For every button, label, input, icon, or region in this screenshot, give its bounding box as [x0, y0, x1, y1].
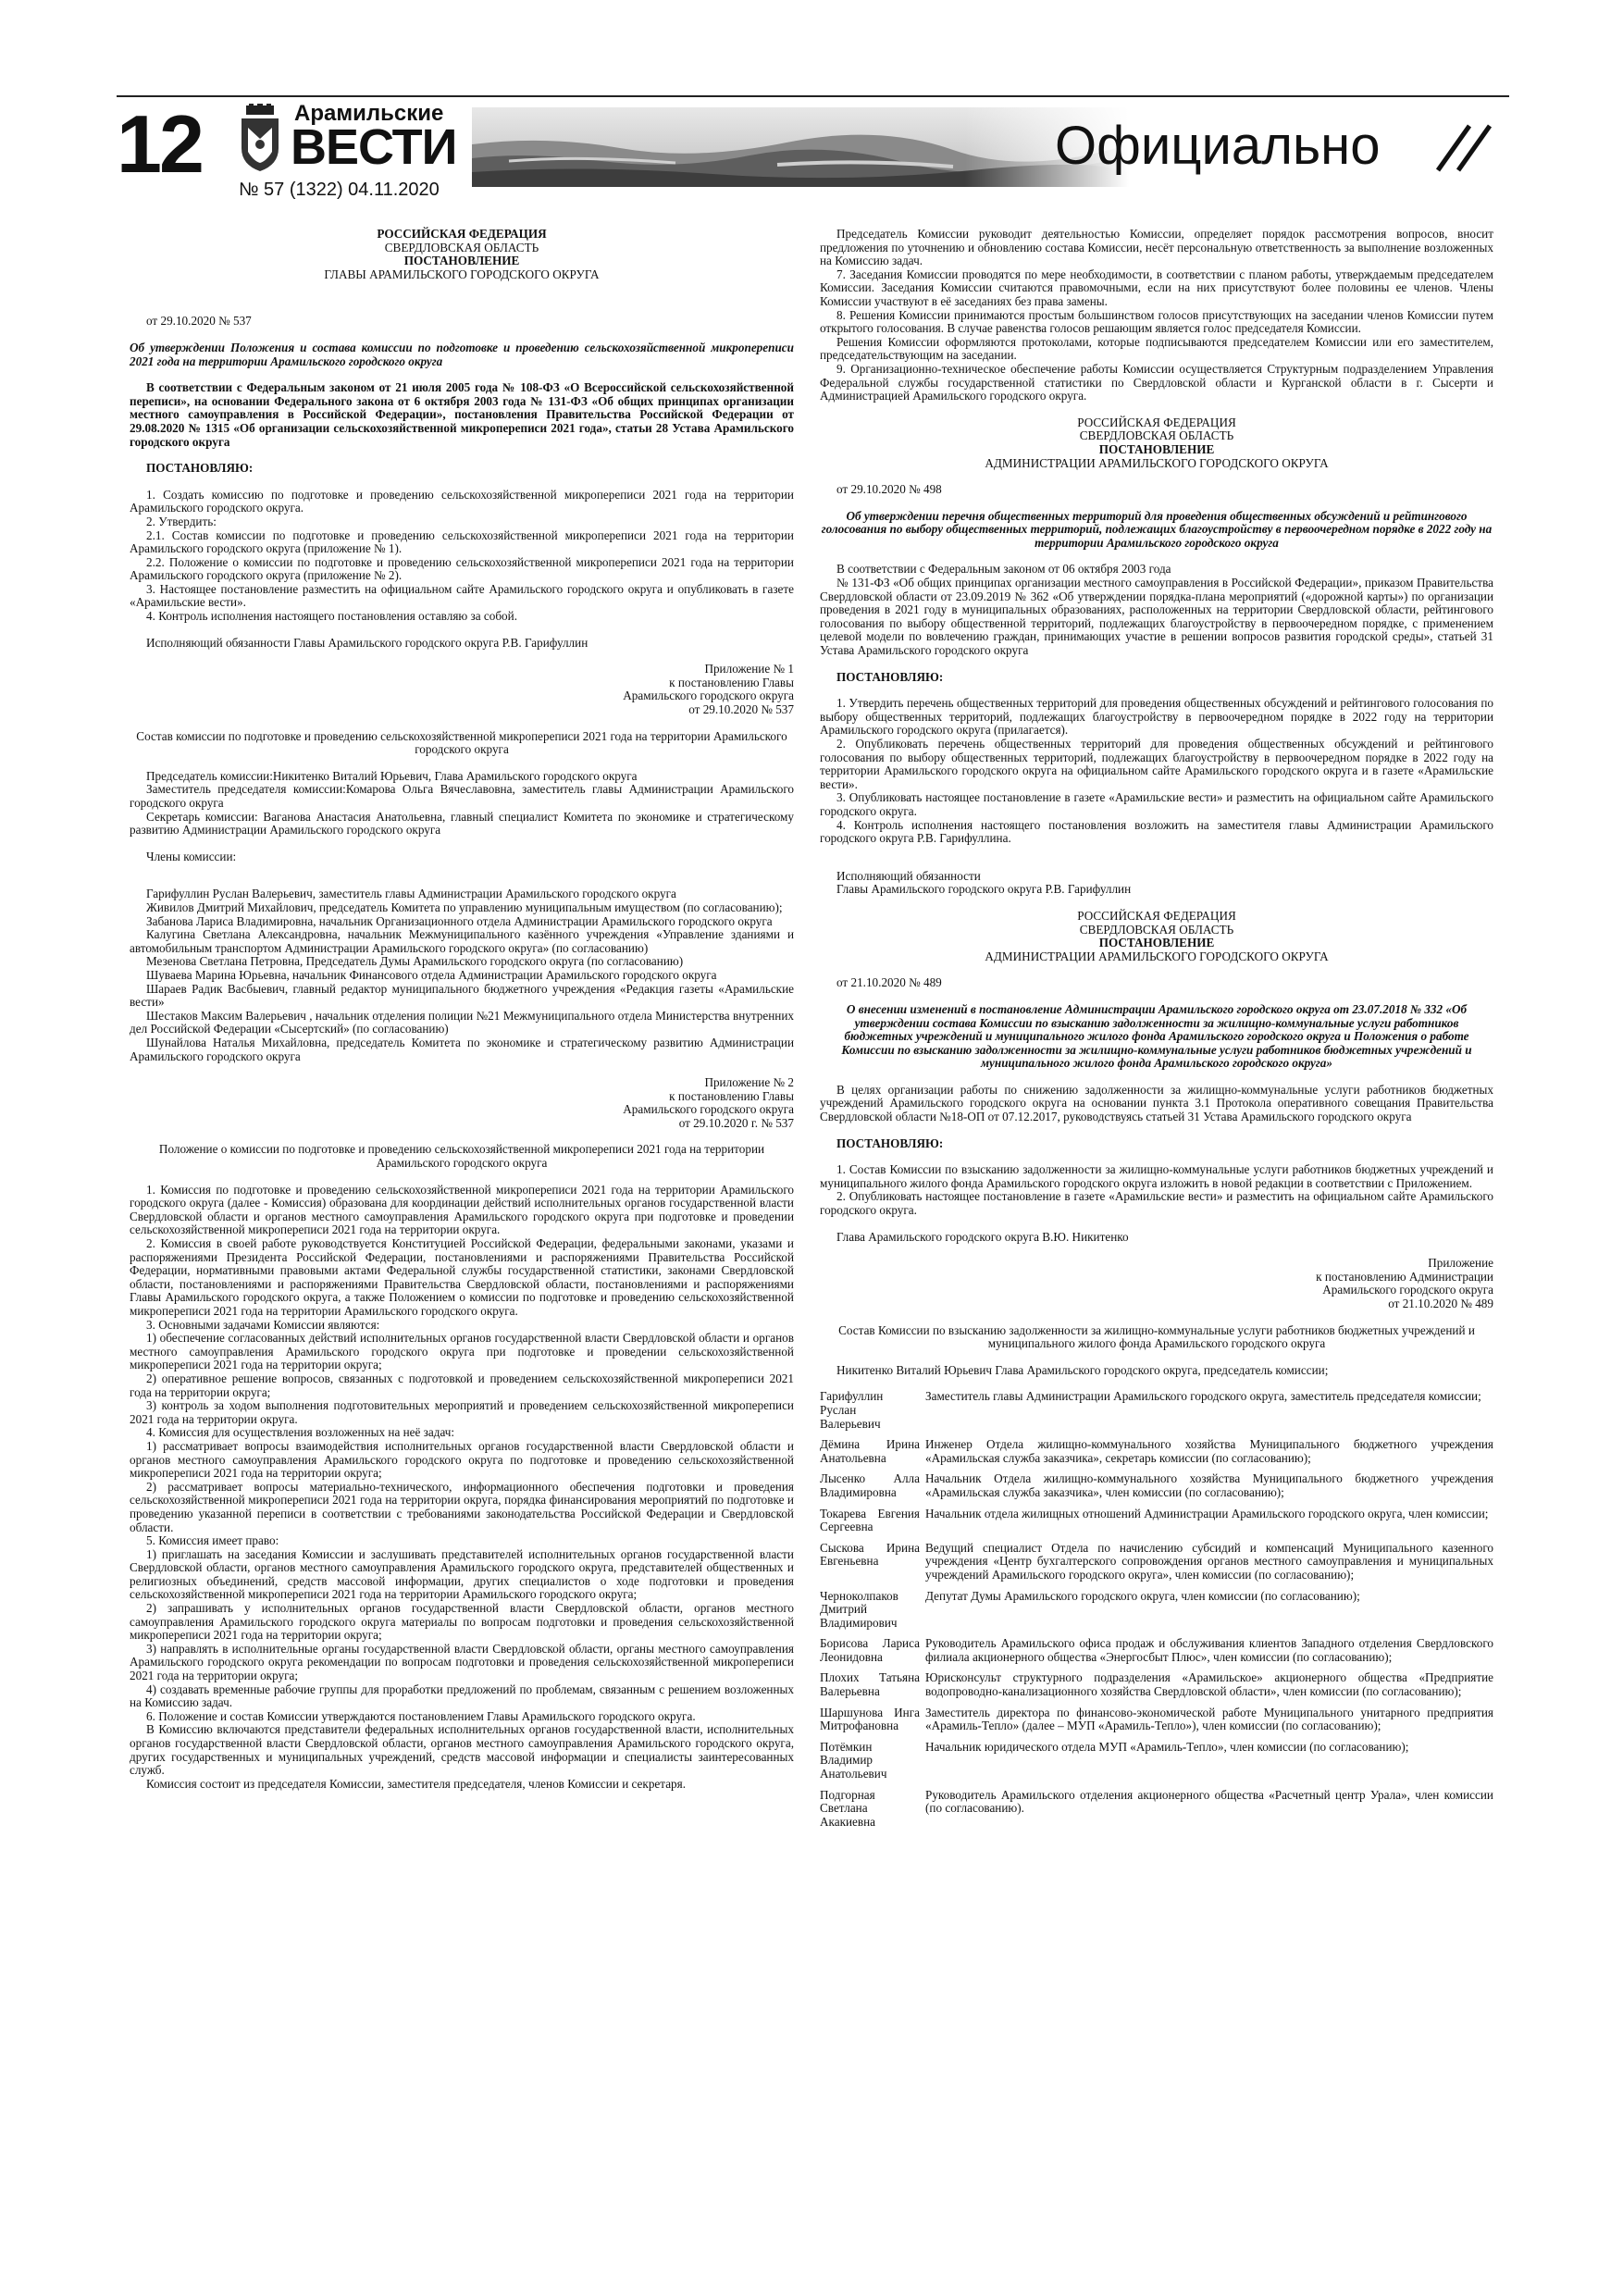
right-column	[820, 228, 1493, 1836]
doc3-preamble: В целях организации работы по снижению задолженности за жилищно-коммунальные услуги работников бюджетных учреждений Арамильского городского округа на основании пункта 3.1 Протокола оперативного совещания Правительства Свердловской области №18-ОП от 07.12.2017, руководствуясь статьей 31 Устава Арамильского городского округа	[820, 1082, 1493, 1124]
section-title: Официально	[1055, 116, 1381, 176]
members-table	[820, 1390, 1493, 1836]
paragraph: 2) запрашивать у исполнительных органов государственной власти Свердловской области, органов местного самоуправления Арамильского городского округа материалы по вопросам подготовки и проведения сельскохозяйственной микропереписи 2021 года на территории округа;	[130, 1601, 794, 1643]
brand-main: ВЕСТИ	[291, 119, 457, 175]
doc1-items	[130, 489, 794, 624]
list-item: 2. Опубликовать перечень общественных территорий для проведения общественных обсуждений и рейтингового голосования по выбору общественных территорий, подлежащих благоустройству в первоочередном порядке в 2022 году на территории Арамильского городского округа на официальном сайте Арамильского городского округа и в газете «Арамильские вести».	[820, 737, 1493, 791]
list-item: Живилов Дмитрий Михайлович, председатель Комитета по управлению муниципальным имуществом (по согласованию);	[146, 900, 783, 914]
issue-number: № 57 (1322) 04.11.2020	[239, 180, 440, 200]
doc1-rf: РОССИЙСКАЯ ФЕДЕРАЦИЯ	[377, 227, 547, 241]
doc1-preamble: В соответствии с Федеральным законом от 21 июля 2005 года № 108-ФЗ «О Всероссийской сельскохозяйственной переписи», на основании Федерального закона от 6 октября 2003 года № 131-ФЗ «Об общих принципах организации местного самоуправления в Российской Федерации», постановления Правительства Российской Федерации от 29.08.2020 № 1315 «Об организации сельскохозяйственной микропереписи 2021 года», статьи 28 Устава Арамильского городского округа	[130, 380, 794, 449]
table-row	[820, 1438, 1493, 1472]
doc2-title: Об утверждении перечня общественных территорий для проведения общественных обсуждений и рейтингового голосования по выбору общественных территорий, подлежащих благоустройству в первоочередном порядке в 2022 году на территории Арамильского городского округа	[821, 508, 1493, 550]
paragraph: 5. Комиссия имеет право:	[146, 1533, 279, 1548]
list-item: 4. Контроль исполнения настоящего постановления оставляю за собой.	[146, 609, 517, 624]
paragraph: 3) контроль за ходом выполнения подготовительных мероприятий и проведением сельскохозяйственной микропереписи 2021 года на территории округа.	[130, 1398, 794, 1426]
doc1-decree: ПОСТАНОВЛЯЮ:	[146, 461, 254, 476]
heading-line: к постановлению Администрации	[1316, 1269, 1493, 1284]
doc2-region: СВЕРДЛОВСКАЯ ОБЛАСТЬ	[1079, 428, 1234, 443]
member-name: Потёмкин Владимир Анатольевич	[820, 1739, 887, 1781]
doc3-issuer: АДМИНИСТРАЦИИ АРАМИЛЬСКОГО ГОРОДСКОГО ОКРУГА	[985, 949, 1329, 963]
table-row	[820, 1789, 1493, 1837]
list-item: Забанова Лариса Владимировна, начальник Организационного отдела Администрации Арамильского городского округа	[146, 913, 773, 928]
list-item: Гарифуллин Руслан Валерьевич, заместитель главы Администрации Арамильского городского округа	[146, 887, 676, 901]
heading-line: Арамильского городского округа	[623, 1102, 794, 1117]
heading-line: к постановлению Главы	[669, 675, 794, 689]
member-name: Лысенко Алла Владимировна	[820, 1471, 920, 1499]
table-row	[820, 1542, 1493, 1590]
doc3-kind: ПОСТАНОВЛЕНИЕ	[1098, 936, 1215, 950]
member-role: Начальник отдела жилищных отношений Администрации Арамильского городского округа, член комиссии;	[925, 1506, 1489, 1520]
paragraph: 3) направлять в исполнительные органы государственной власти Свердловской области, органы местного самоуправления Арамильского городского округа рекомендации по вопросам подготовки и проведения сельскохозяйственной микропереписи 2021 года на территории округа;	[130, 1641, 794, 1683]
heading-line: Приложение № 2	[704, 1075, 794, 1090]
doc3-chair: Никитенко Виталий Юрьевич Глава Арамильского городского округа, председатель комиссии;	[836, 1362, 1329, 1377]
member-name: Черноколпаков Дмитрий Владимирович	[820, 1588, 898, 1630]
app1-members-label: Члены комиссии:	[146, 849, 237, 863]
member-role: Руководитель Арамильского офиса продаж и обслуживания клиентов Западного отделения Свердловского филиала акционерного общества «Энергосбыт Плюс», член комиссии (по согласованию);	[925, 1636, 1493, 1664]
heading-line: Арамильского городского округа	[1322, 1283, 1493, 1297]
page-number: 12	[117, 98, 202, 190]
paragraph: 4) создавать временные рабочие группы для проработки предложений по проблемам, связанным с решением возложенных на Комиссию задач.	[130, 1682, 794, 1710]
list-item: 2.2. Положение о комиссии по подготовке и проведению сельскохозяйственной микропереписи 2021 года на территории Арамильского городского округа (приложение № 2).	[130, 554, 794, 583]
heading-line: от 29.10.2020 г. № 537	[678, 1115, 794, 1130]
app2-paras-cont	[820, 228, 1493, 403]
doc1-kind: ПОСТАНОВЛЕНИЕ	[403, 254, 520, 268]
doc1-issuer: ГЛАВЫ АРАМИЛЬСКОГО ГОРОДСКОГО ОКРУГА	[324, 267, 600, 281]
doc2-kind: ПОСТАНОВЛЕНИЕ	[1098, 441, 1215, 456]
list-item: 1. Создать комиссию по подготовке и проведению сельскохозяйственной микропереписи 2021 года на территории Арамильского городского округа.	[130, 487, 794, 515]
paragraph: 3. Основными задачами Комиссии являются:	[146, 1317, 380, 1332]
paragraph: 1) приглашать на заседания Комиссии и заслушивать представителей исполнительных органов государственной власти Свердловской области, органов местного самоуправления Арамильского городского округа, представителей общественных и религиозных объединений, средств массовой информации, других специалистов о ходе подготовки и проведения сельскохозяйственной микропереписи 2021 года на территории Арамильского городского округа;	[130, 1546, 794, 1602]
table-row	[820, 1472, 1493, 1507]
app2-heading	[130, 1076, 794, 1130]
doc3-date: от 21.10.2020 № 489	[836, 975, 942, 990]
paragraph: 2. Комиссия в своей работе руководствуется Конституцией Российской Федерации, федеральными законами, указами и распоряжениями Президента Российской Федерации, постановлениями и распоряжениями Правительства Российской Федерации, нормативными правовыми актами Федеральной службы государственной статистики, законами Свердловской области, постановлениями и распоряжениями Правительства Свердловской области, постановлениями и распоряжениями Главы Арамильского городского округа, а также Положением о комиссии по подготовке и проведению сельскохозяйственной микропереписи 2021 года на территории Арамильского городского округа.	[130, 1236, 794, 1318]
doc2-sig1: Исполняющий обязанности	[836, 868, 981, 883]
masthead-rule	[117, 95, 1509, 97]
member-role: Руководитель Арамильского отделения акционерного общества «Расчетный центр Урала», член комиссии (по согласованию).	[925, 1787, 1493, 1816]
heading-line: Приложение № 1	[704, 662, 794, 676]
member-role: Начальник юридического отдела МУП «Арамиль-Тепло», член комиссии (по согласованию);	[925, 1739, 1409, 1754]
landscape-photo	[472, 107, 1129, 187]
member-name: Шаршунова Инга Митрофановна	[820, 1705, 920, 1733]
paragraph: В Комиссию включаются представители федеральных исполнительных органов государственной власти, исполнительных органов государственной власти Свердловской области, органов местного самоуправления Арамильского городского округа, других государственных и муниципальных учреждений, средств массовой информации и специалисты заинтересованных служб.	[130, 1722, 794, 1778]
paragraph: Решения Комиссии оформляются протоколами, которые подписываются председателем Комиссии или его заместителем, председательствующим на заседании.	[820, 334, 1493, 363]
left-column	[130, 228, 794, 1791]
member-name: Токарева Евгения Сергеевна	[820, 1506, 920, 1534]
doc1-signature: Исполняющий обязанности Главы Арамильского городского округа Р.В. Гарифуллин	[146, 635, 588, 650]
app1-title: Состав комиссии по подготовке и проведению сельскохозяйственной микропереписи 2021 года на территории Арамильского городского округа	[136, 728, 787, 757]
member-name: Борисова Лариса Леонидовна	[820, 1636, 920, 1664]
paragraph: 1) рассматривает вопросы взаимодействия исполнительных органов государственной власти Свердловской области и органов местного самоуправления Арамильского городского округа по подготовке и проведению сельскохозяйственной микропереписи 2021 года на территории округа;	[130, 1438, 794, 1481]
doc3-region: СВЕРДЛОВСКАЯ ОБЛАСТЬ	[1079, 922, 1234, 937]
table-row	[820, 1637, 1493, 1671]
doc3-app-heading	[820, 1257, 1493, 1310]
list-item: 2. Утвердить:	[146, 514, 217, 528]
brand-top: Арамильские	[294, 101, 444, 126]
paragraph: 2) оперативное решение вопросов, связанных с подготовкой и проведением сельскохозяйственной микропереписи 2021 года на территории округа;	[130, 1371, 794, 1399]
table-row	[820, 1390, 1493, 1438]
list-item: 3. Настоящее постановление разместить на официальном сайте Арамильского городского округа и опубликовать в газете «Арамильские вести».	[130, 581, 794, 610]
member-name: Плохих Татьяна Валерьевна	[820, 1670, 920, 1699]
paragraph: 1) обеспечение согласованных действий исполнительных органов государственной власти Свердловской области и органов местного самоуправления Арамильского городского округа при подготовке и проведении сельскохозяйственной микропереписи 2021 года на территории округа;	[130, 1331, 794, 1372]
double-slash-icon	[1432, 124, 1497, 172]
list-item: 4. Контроль исполнения настоящего постановления возложить на заместителя главы Администрации Арамильского городского округа Р.В. Гарифуллина.	[820, 817, 1493, 846]
list-item: Шунайлова Наталья Михайловна, председатель Комитета по экономике и стратегическому развитию Администрации Арамильского городского округа	[130, 1035, 794, 1063]
doc2-rf: РОССИЙСКАЯ ФЕДЕРАЦИЯ	[1077, 415, 1236, 429]
member-role: Ведущий специалист Отдела по начислению субсидий и компенсаций Муниципального казенного учреждения «Центр бухгалтерского сопровождения органов местного самоуправления и муниципальных учреждений Арамильского городского округа», член комиссии (по согласованию);	[925, 1540, 1493, 1582]
list-item: 1. Состав Комиссии по взысканию задолженности за жилищно-коммунальные услуги работников бюджетных учреждений и муниципального жилого фонда Арамильского городского округа изложить в новой редакции в соответствии с Приложением.	[820, 1162, 1493, 1190]
list-item: Шестаков Максим Валерьевич , начальник отделения полиции №21 Межмуниципального отдела Министерства внутренних дел Российской Федерации «Сысертский» (по согласованию)	[130, 1008, 794, 1036]
member-role: Заместитель главы Администрации Арамильского городского округа, заместитель председателя комиссии;	[925, 1389, 1481, 1404]
doc2-pre1: В соответствии с Федеральным законом от 06 октября 2003 года	[836, 562, 1171, 577]
doc3-rf: РОССИЙСКАЯ ФЕДЕРАЦИЯ	[1077, 908, 1236, 923]
paragraph: 2) рассматривает вопросы материально-технического, информационного обеспечения подготовки и проведения сельскохозяйственной микропереписи 2021 года на территории округа, порядка финансирования мероприятий по подготовке и проведению указанной переписи в соответствии с требованиями законодательства Российской Федерации и Свердловской области.	[130, 1479, 794, 1534]
paragraph: 8. Решения Комиссии принимаются простым большинством голосов присутствующих на заседании членов Комиссии путем открытого голосования. В случае равенства голосов решающим является голос председателя Комиссии.	[820, 307, 1493, 336]
list-item: 2. Опубликовать настоящее постановление в газете «Арамильские вести» и разместить на официальном сайте Арамильского городского округа.	[820, 1189, 1493, 1218]
member-name: Гарифуллин Руслан Валерьевич	[820, 1389, 884, 1431]
paragraph: Председатель Комиссии руководит деятельностью Комиссии, определяет порядок рассмотрения вопросов, вносит предложения по уточнению и обновлению состава Комиссии, несёт персональную ответственность за выполнение возложенных на Комиссию задач.	[820, 227, 1493, 268]
heading-line: к постановлению Главы	[669, 1088, 794, 1103]
doc2-decree: ПОСТАНОВЛЯЮ:	[836, 669, 944, 684]
table-row	[820, 1706, 1493, 1741]
member-role: Инженер Отдела жилищно-коммунального хозяйства Муниципального бюджетного учреждения «Арамильская служба заказчика», секретарь комиссии (по согласованию);	[925, 1437, 1493, 1465]
app2-title: Положение о комиссии по подготовке и проведению сельскохозяйственной микропереписи 2021 года на территории Арамильского городского округа	[158, 1142, 765, 1171]
app1-line: Председатель комиссии:Никитенко Виталий Юрьевич, Глава Арамильского городского округа	[146, 768, 638, 783]
doc3-app-title: Состав Комиссии по взысканию задолженности за жилищно-коммунальные услуги работников бюджетных учреждений и муниципального жилого фонда Арамильского городского округа	[838, 1322, 1475, 1351]
list-item: Мезенова Светлана Петровна, Председатель Думы Арамильского городского округа (по согласованию)	[146, 954, 684, 969]
app2-paras	[130, 1184, 794, 1792]
doc3-title: О внесении изменений в постановление Администрации Арамильского городского округа от 23.07.2018 № 332 «Об утверждении состава Комиссии по взысканию задолженности за жилищно-коммунальные услуги работников бюджетных учреждений и муниципального жилого фонда Арамильского городского округа и Положения о работе Комиссии по взысканию задолженности за жилищно-коммунальные услуги работников бюджетных учреждений и муниципального жилого фонда Арамильского городского округа»	[841, 1001, 1472, 1071]
list-item: Калугина Светлана Александровна, начальник Межмуниципального казённого учреждения «Управление зданиями и автомобильным транспортом Администрации Арамильского городского округа» (по согласованию)	[130, 927, 794, 955]
doc3-items	[820, 1163, 1493, 1217]
doc2-date: от 29.10.2020 № 498	[836, 482, 942, 497]
list-item: Шуваева Марина Юрьевна, начальник Финансового отдела Администрации Арамильского городского округа	[146, 967, 717, 982]
app1-heading	[130, 663, 794, 716]
heading-line: Арамильского городского округа	[623, 689, 794, 703]
heading-line: от 29.10.2020 № 537	[688, 702, 794, 717]
paragraph: Комиссия состоит из председателя Комиссии, заместителя председателя, членов Комиссии и секретаря.	[146, 1776, 687, 1791]
table-row	[820, 1590, 1493, 1638]
doc2-issuer: АДМИНИСТРАЦИИ АРАМИЛЬСКОГО ГОРОДСКОГО ОКРУГА	[985, 455, 1329, 470]
member-name: Дёмина Ирина Анатольевна	[820, 1437, 920, 1465]
paragraph: 4. Комиссия для осуществления возложенных на неё задач:	[146, 1425, 455, 1440]
doc2-pre2: № 131-ФЗ «Об общих принципах организации местного самоуправления в Российской Федерации», приказом Правительства Свердловской области от 23.09.2019 № 362 «Об утверждении порядка-плана мероприятий («дорожной карты») по организации проведения в 2021 году в муниципальных образованиях, расположенных на территории Свердловской области, рейтингового голосования по выбору общественной территорий, подлежащих благоустройству в первоочередном порядке, с применением целевой модели по вовлечению граждан, принимающих участие в решении вопросов развития городской среды», статьей 31 Устава Арамильского городского округа	[820, 576, 1493, 658]
heading-line: от 21.10.2020 № 489	[1388, 1297, 1493, 1310]
member-name: Сыскова Ирина Евгеньевна	[820, 1540, 920, 1569]
coat-of-arms-icon	[239, 104, 281, 172]
paragraph: 7. Заседания Комиссии проводятся по мере необходимости, в соответствии с планом работы, утверждаемым председателем Комиссии. Заседания Комиссии считаются правомочными, если на них присутствуют более половины ее членов. Члены Комиссии участвуют в её заседаниях без права замены.	[820, 267, 1493, 308]
list-item: 2.1. Состав комиссии по подготовке и проведению сельскохозяйственной микропереписи 2021 года на территории Арамильского городского округа (приложение № 1).	[130, 527, 794, 556]
paragraph: 9. Организационно-техническое обеспечение работы Комиссии осуществляется Структурным подразделением Управления Федеральной службы государственной статистики по Свердловской области и Курганской области в г. Сысерти и Администрацией Арамильского городского округа.	[820, 361, 1493, 403]
doc1-title: Об утверждении Положения и состава комиссии по подготовке и проведению сельскохозяйственной микропереписи 2021 года на территории Арамильского городского округа	[130, 340, 794, 368]
member-name: Подгорная Светлана Акакиевна	[820, 1787, 876, 1829]
heading-line: Приложение	[1428, 1256, 1493, 1271]
doc1-region: СВЕРДЛОВСКАЯ ОБЛАСТЬ	[384, 240, 539, 254]
doc3-decree: ПОСТАНОВЛЯЮ:	[836, 1136, 944, 1150]
member-role: Заместитель директора по финансово-экономической работе Муниципального унитарного предприятия «Арамиль-Тепло» (далее – МУП «Арамиль-Тепло»), член комиссии (по согласованию);	[925, 1705, 1493, 1733]
list-item: Шараев Радик Васбыевич, главный редактор муниципального бюджетного учреждения «Редакция газеты «Арамильские вести»	[130, 981, 794, 1010]
app1-members	[130, 887, 794, 1063]
doc2-sig2: Главы Арамильского городского округа Р.В. Гарифуллин	[836, 882, 1132, 897]
app1-line: Заместитель председателя комиссии:Комарова Ольга Вячеславовна, заместитель главы Администрации Арамильского городского округа	[130, 782, 794, 810]
member-role: Начальник Отдела жилищно-коммунального хозяйства Муниципального бюджетного учреждения «Арамильская служба заказчика», член комиссии (по согласованию);	[925, 1471, 1493, 1499]
member-role: Юрисконсульт структурного подразделения «Арамильское» акционерного общества «Предприятие водопроводно-канализационного хозяйства Свердловской области», член комиссии (по согласованию);	[925, 1670, 1493, 1699]
paragraph: 6. Положение и состав Комиссии утверждаются постановлением Главы Арамильского городского округа.	[146, 1708, 696, 1723]
table-row	[820, 1508, 1493, 1542]
member-role: Депутат Думы Арамильского городского округа, член комиссии (по согласованию);	[925, 1588, 1360, 1603]
table-row	[820, 1741, 1493, 1789]
doc2-items	[820, 697, 1493, 846]
doc1-date: от 29.10.2020 № 537	[146, 314, 252, 329]
doc3-signature: Глава Арамильского городского округа В.Ю. Никитенко	[836, 1229, 1129, 1244]
app1-line: Секретарь комиссии: Ваганова Анастасия Анатольевна, главный специалист Комитета по экономике и стратегическому развитию Администрации Арамильского городского округа	[130, 809, 794, 838]
table-row	[820, 1671, 1493, 1706]
masthead	[0, 0, 1623, 204]
paragraph: 1. Комиссия по подготовке и проведению сельскохозяйственной микропереписи 2021 года на территории Арамильского городского округа (далее - Комиссия) образована для координации действий исполнительных органов государственной власти Свердловской области и органов местного самоуправления Арамильского городского округа при подготовке и проведении сельскохозяйственной микропереписи 2021 года на территории округа.	[130, 1182, 794, 1237]
list-item: 1. Утвердить перечень общественных территорий для проведения общественных обсуждений и рейтингового голосования по выбору общественных территорий, подлежащих благоустройству в первоочередном порядке в 2022 году на территории Арамильского городского округа (прилагается).	[820, 696, 1493, 738]
list-item: 3. Опубликовать настоящее постановление в газете «Арамильские вести» и разместить на официальном сайте Арамильского городского округа.	[820, 790, 1493, 818]
